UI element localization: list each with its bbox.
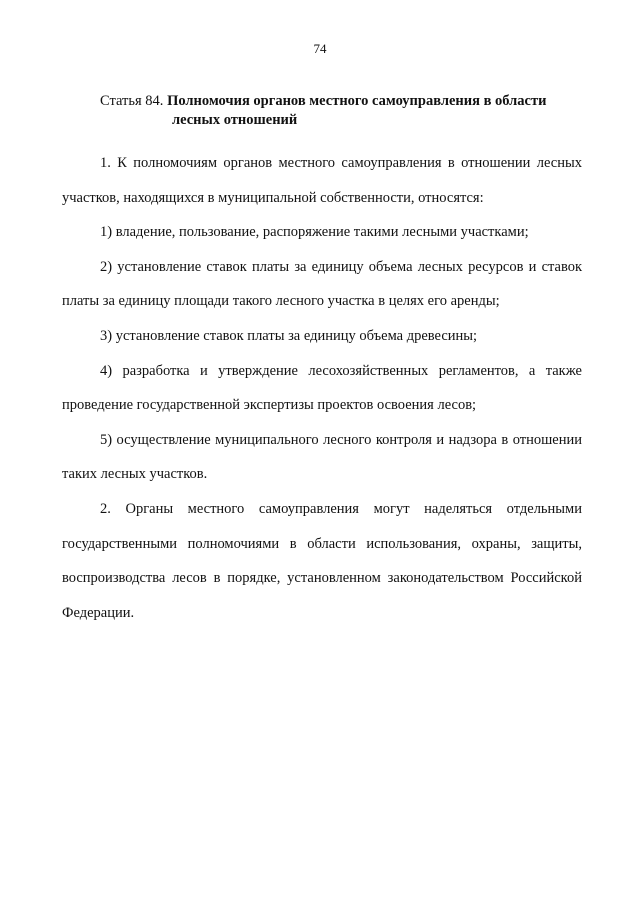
- article-number: Статья 84.: [100, 93, 164, 109]
- list-item-1: 1) владение, пользование, распоряжение такими лесными участками;: [100, 224, 529, 241]
- article-heading: [100, 92, 590, 130]
- paragraph-2: 2. Органы местного самоуправления могут наделяться отдельными государственными полномочиями в области использования, охраны, защиты, воспроизводства лесов в порядке, установленном законодательством Российской Федерации.: [62, 500, 582, 621]
- page-number: 74: [313, 41, 327, 56]
- list-item-2: 2) установление ставок платы за единицу объема лесных ресурсов и ставок платы за единицу площади такого лесного участка в целях его аренды;: [62, 258, 582, 310]
- list-item-4: 4) разработка и утверждение лесохозяйственных регламентов, а также проведение государственной экспертизы проектов освоения лесов;: [62, 362, 582, 414]
- article-title-line2: лесных отношений: [172, 112, 298, 128]
- list-item-5: 5) осуществление муниципального лесного контроля и надзора в отношении таких лесных участков.: [62, 431, 582, 483]
- paragraph-1: 1. К полномочиям органов местного самоуправления в отношении лесных участков, находящихся в муниципальной собственности, относятся:: [62, 155, 582, 206]
- list-item-3: 3) установление ставок платы за единицу объема древесины;: [100, 327, 478, 344]
- article-body: [62, 146, 582, 630]
- article-title-line1: Полномочия органов местного самоуправления в области: [167, 93, 547, 109]
